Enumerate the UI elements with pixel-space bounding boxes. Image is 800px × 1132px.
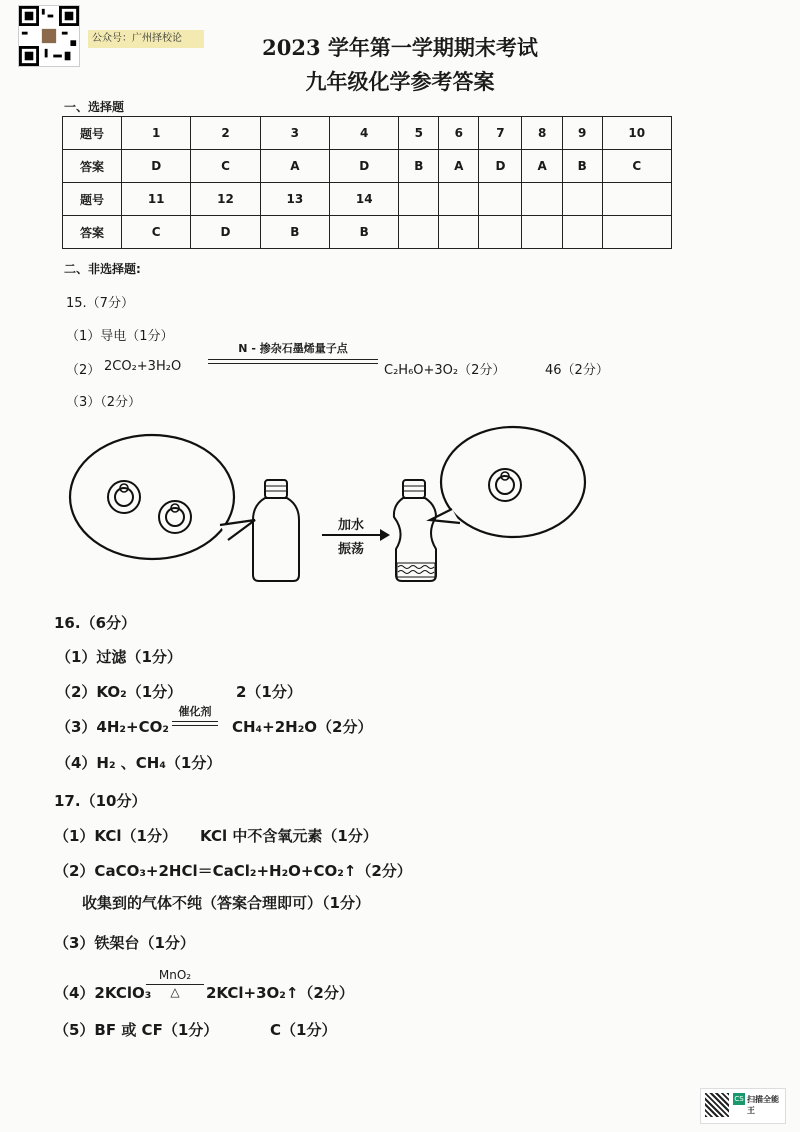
table-cell (399, 183, 439, 216)
molecule-icon (108, 481, 140, 513)
qr-code-icon (705, 1093, 729, 1117)
q17-part3: （3）铁架台（1分） (54, 934, 195, 952)
q17-heat: △ (170, 985, 180, 999)
table-cell: 2 (191, 117, 260, 150)
molecule-icon (489, 469, 521, 501)
right-speech-bubble (430, 427, 585, 537)
q16-title: 16.（6分） (54, 614, 137, 632)
q16-part3-products: CH₄+2H₂O（2分） (232, 718, 373, 736)
cs-logo-icon: CS (734, 1095, 744, 1103)
row-label: 答案 (63, 216, 122, 249)
table-row (63, 150, 672, 183)
arrow-label-bottom: 振荡 (337, 542, 364, 557)
table-cell: 4 (330, 117, 399, 150)
row-label: 答案 (63, 150, 122, 183)
q17-condition-arrow (146, 968, 204, 999)
q16-part4: （4）H₂ 、CH₄（1分） (56, 754, 222, 772)
table-cell: 14 (330, 183, 399, 216)
table-cell: B (260, 216, 329, 249)
q16-condition-arrow (172, 703, 218, 726)
table-cell (602, 216, 671, 249)
table-cell (522, 183, 562, 216)
q17-catalyst: MnO₂ (158, 968, 192, 982)
table-cell: C (602, 150, 671, 183)
table-row (63, 216, 672, 249)
table-cell: 7 (479, 117, 522, 150)
q16-part2-extra: 2（1分） (236, 683, 302, 701)
row-label: 题号 (63, 117, 122, 150)
left-speech-bubble (70, 435, 255, 559)
table-cell: 12 (191, 183, 260, 216)
table-cell (479, 183, 522, 216)
q15-title: 15.（7分） (66, 296, 134, 311)
q15-condition: N - 掺杂石墨烯量子点 (238, 342, 348, 355)
table-cell: D (191, 216, 260, 249)
q15-part1: （1）导电（1分） (66, 329, 174, 344)
q15-part2-prefix: （2） (66, 363, 101, 378)
table-cell (562, 216, 602, 249)
table-cell: C (191, 150, 260, 183)
table-cell: D (330, 150, 399, 183)
q15-condition-arrow (208, 340, 378, 364)
table-cell: A (522, 150, 562, 183)
equals-sign (172, 721, 218, 726)
section-1-heading: 一、选择题 (64, 100, 125, 114)
q15-diagram (60, 425, 600, 595)
bottle-right-icon (394, 480, 436, 581)
q16-condition: 催化剂 (178, 705, 212, 718)
q15-part2-reactants: 2CO₂+3H₂O (104, 359, 182, 374)
q17-part5: （5）BF 或 CF（1分） (54, 1021, 219, 1039)
table-cell: 6 (439, 117, 479, 150)
table-cell (439, 216, 479, 249)
account-badge: 公众号：广州择校论 (88, 30, 204, 48)
table-cell: D (122, 150, 191, 183)
section-2-heading: 二、非选择题: (64, 262, 141, 276)
q16-part2: （2）KO₂（1分） (56, 683, 183, 701)
q17-part2-note: 收集到的气体不纯（答案合理即可）（1分） (82, 894, 370, 912)
table-row (63, 183, 672, 216)
table-cell: 11 (122, 183, 191, 216)
scanner-brand: 扫描全能王 (747, 1095, 779, 1115)
table-cell: A (439, 150, 479, 183)
q17-title: 17.（10分） (54, 792, 147, 810)
table-cell: C (122, 216, 191, 249)
table-cell (439, 183, 479, 216)
table-cell (399, 216, 439, 249)
table-cell: 3 (260, 117, 329, 150)
bottle-left-icon (253, 480, 299, 581)
q16-part1: （1）过滤（1分） (56, 648, 182, 666)
q17-part4-reactant: （4）2KClO₃ (54, 984, 152, 1002)
table-cell (602, 183, 671, 216)
table-cell: B (399, 150, 439, 183)
molecule-icon (159, 501, 191, 533)
table-cell: 5 (399, 117, 439, 150)
q15-part3: （3）（2分） (66, 395, 142, 410)
table-cell (562, 183, 602, 216)
q17-part2: （2）CaCO₃+2HCl＝CaCl₂+H₂O+CO₂↑（2分） (54, 862, 412, 880)
table-cell (522, 216, 562, 249)
q15-part2-products: C₂H₆O+3O₂（2分） (384, 363, 506, 378)
table-cell: D (479, 150, 522, 183)
q15-part2-extra: 46（2分） (545, 363, 609, 378)
table-cell: B (330, 216, 399, 249)
answer-table (62, 116, 672, 249)
row-label: 题号 (63, 183, 122, 216)
equals-sign (208, 359, 378, 364)
q17-part1: （1）KCl（1分） (54, 827, 177, 845)
q17-part5-extra: C（1分） (270, 1021, 337, 1039)
page-subtitle: 九年级化学参考答案 (305, 69, 495, 94)
table-cell: 1 (122, 117, 191, 150)
page-title: 2023 学年第一学期期末考试 (262, 35, 538, 60)
table-cell (479, 216, 522, 249)
table-cell: 9 (562, 117, 602, 150)
q17-part4-products: 2KCl+3O₂↑（2分） (206, 984, 354, 1002)
q16-part3-reactants: （3）4H₂+CO₂ (56, 718, 169, 736)
scanner-badge (700, 1088, 786, 1124)
table-cell: 8 (522, 117, 562, 150)
table-row (63, 117, 672, 150)
table-cell: 10 (602, 117, 671, 150)
q17-part1-extra: KCl 中不含氧元素（1分） (200, 827, 378, 845)
table-cell: B (562, 150, 602, 183)
table-cell: A (260, 150, 329, 183)
table-cell: 13 (260, 183, 329, 216)
arrow-label-top: 加水 (337, 518, 364, 533)
